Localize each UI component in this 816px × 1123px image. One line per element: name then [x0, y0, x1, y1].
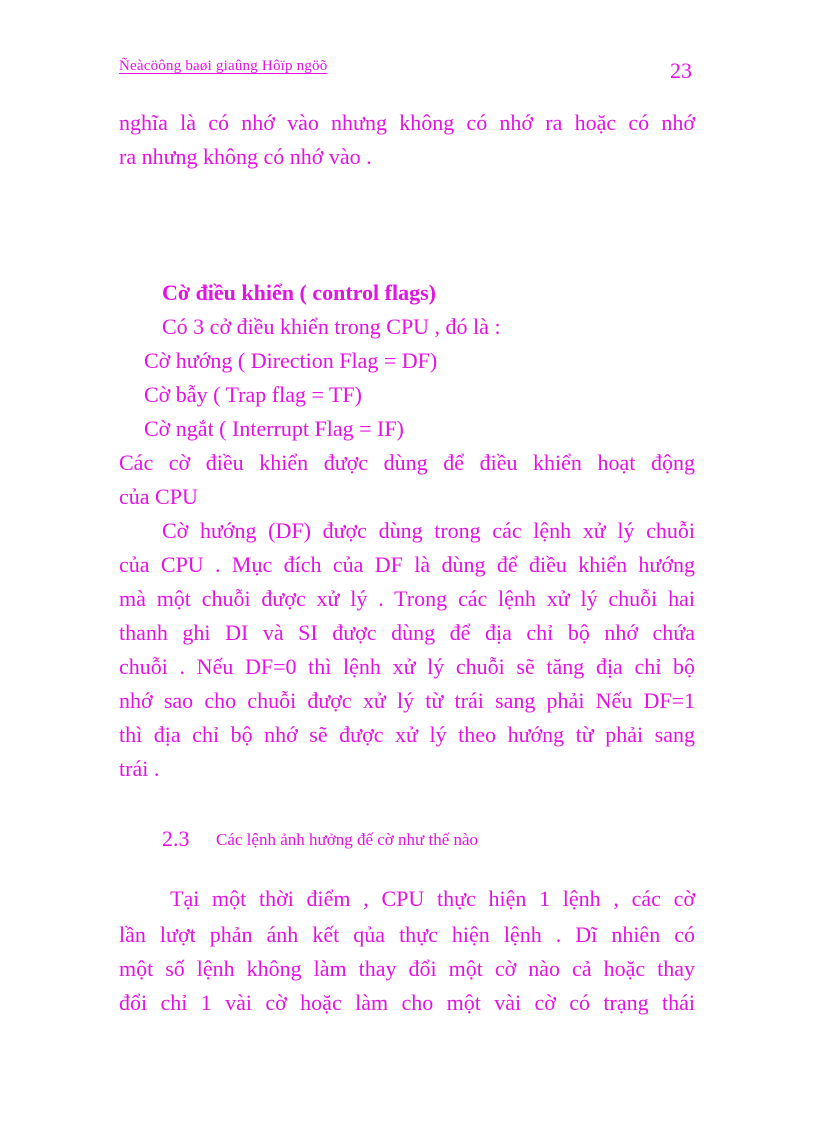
paragraph-line: nghĩa là có nhớ vào nhưng không có nhớ ra hoặc có nhớ: [119, 110, 695, 135]
paragraph-line: lần lượt phản ánh kết qủa thực hiện lệnh . Dĩ nhiên có: [119, 922, 695, 947]
paragraph-line: Tại một thời điểm , CPU thực hiện 1 lệnh , các cờ: [170, 886, 695, 911]
intro-line: Có 3 cở điều khiển trong CPU , đó là :: [162, 314, 501, 339]
flag-item-trap: Cờ bẫy ( Trap flag = TF): [144, 382, 362, 407]
paragraph-line: thì địa chỉ bộ nhớ sẽ được xử lý theo hướng từ phải sang: [119, 722, 695, 747]
paragraph-line: nhớ sao cho chuỗi được xử lý từ trái sang phải Nếu DF=1: [119, 688, 695, 713]
section-number: 2.3: [162, 826, 190, 851]
paragraph-line: một số lệnh không làm thay đổi một cờ nào cả hoặc thay: [119, 956, 695, 981]
paragraph-line: ra nhưng không có nhớ vào .: [119, 144, 372, 169]
paragraph-line: chuỗi . Nếu DF=0 thì lệnh xử lý chuỗi sẽ tăng địa chỉ bộ: [119, 654, 695, 679]
flag-item-interrupt: Cờ ngắt ( Interrupt Flag = IF): [144, 416, 404, 441]
paragraph-line: của CPU: [119, 484, 198, 509]
paragraph-line: mà một chuỗi được xử lý . Trong các lệnh xử lý chuỗi hai: [119, 586, 695, 611]
section-heading-control-flags: Cờ điều khiển ( control flags): [162, 280, 436, 305]
flag-item-direction: Cờ hướng ( Direction Flag = DF): [144, 348, 438, 373]
page-number: 23: [670, 58, 692, 83]
section-title: Các lệnh ảnh hưởng đế cờ như thế nào: [216, 830, 479, 849]
paragraph-line: Cờ hướng (DF) được dùng trong các lệnh xử lý chuỗi: [162, 518, 695, 543]
paragraph-line: Các cờ điều khiển được dùng để điều khiển hoạt động: [119, 450, 695, 475]
paragraph-line: thanh ghi DI và SI được dùng để địa chỉ bộ nhớ chứa: [119, 620, 695, 645]
paragraph-line: của CPU . Mục đích của DF là dùng để điều khiển hướng: [119, 552, 695, 577]
paragraph-line: đổi chỉ 1 vài cờ hoặc làm cho một vài cờ có trạng thái: [119, 990, 695, 1015]
paragraph-line: trái .: [119, 756, 160, 781]
running-header-title: Ñeàcöông baøi giaûng Hôïp ngöõ: [119, 58, 328, 74]
